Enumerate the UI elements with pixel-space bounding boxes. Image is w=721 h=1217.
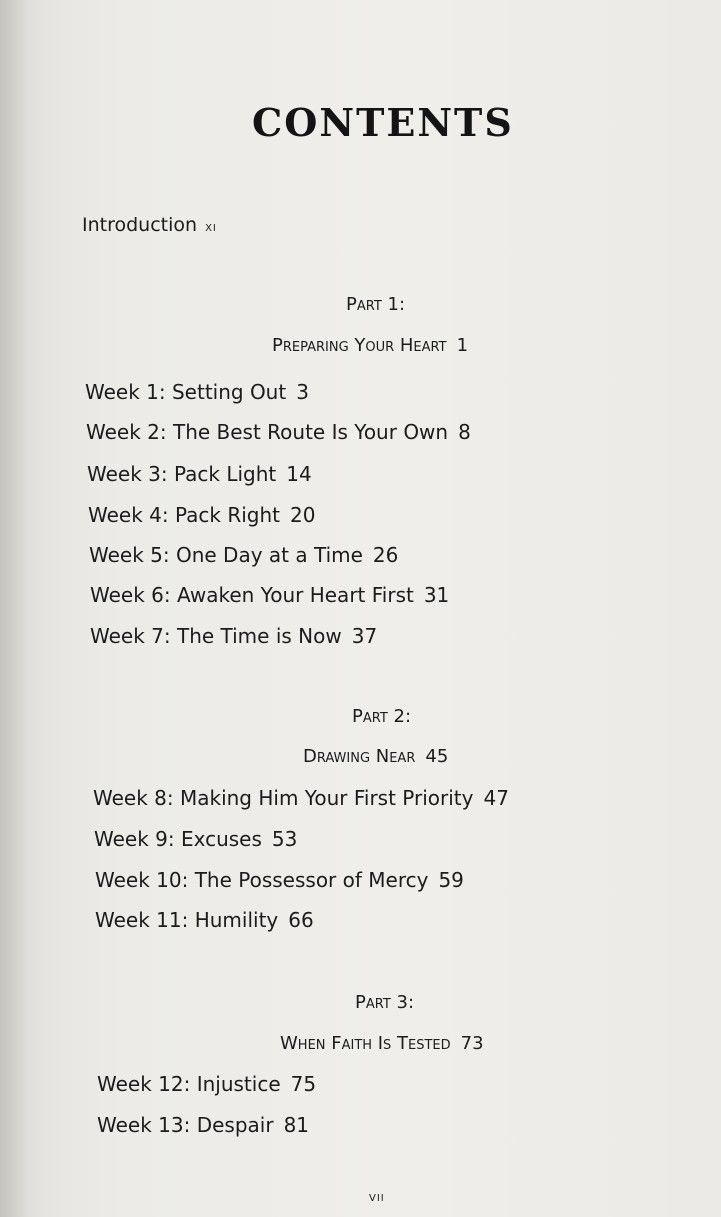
entry-label: Week 13: Despair xyxy=(97,1113,274,1137)
part-1-heading xyxy=(272,335,468,356)
toc-entry-week-9 xyxy=(94,827,297,851)
entry-label: Week 11: Humility xyxy=(95,908,279,932)
part-1-label: Part 1: xyxy=(346,294,406,315)
entry-page: 14 xyxy=(286,462,312,486)
introduction-label: Introduction xyxy=(82,214,198,236)
entry-page: 66 xyxy=(288,908,314,932)
entry-label: Week 3: Pack Light xyxy=(87,462,277,486)
part-1-page: 1 xyxy=(456,335,469,356)
entry-page: 37 xyxy=(351,624,378,648)
entry-page: 53 xyxy=(271,827,298,851)
toc-entry-week-6 xyxy=(90,583,449,607)
part-2-label: Part 2: xyxy=(352,706,412,727)
toc-entry-week-5 xyxy=(89,543,398,567)
entry-label: Week 2: The Best Route Is Your Own xyxy=(86,420,449,444)
entry-page: 20 xyxy=(290,503,316,527)
entry-label: Week 5: One Day at a Time xyxy=(89,543,363,567)
entry-page: 47 xyxy=(483,786,509,810)
toc-entry-week-12 xyxy=(97,1072,316,1096)
part-1-title: Preparing Your Heart xyxy=(272,335,447,356)
part-3-page: 73 xyxy=(460,1033,484,1054)
toc-introduction xyxy=(82,214,217,236)
entry-page: 26 xyxy=(372,543,399,567)
entry-page: 3 xyxy=(296,380,309,404)
entry-page: 59 xyxy=(438,868,464,892)
entry-page: 31 xyxy=(423,583,450,607)
page-number: vii xyxy=(369,1189,385,1205)
toc-entry-week-2 xyxy=(86,420,471,444)
entry-label: Week 6: Awaken Your Heart First xyxy=(90,583,414,607)
page-gutter-shadow xyxy=(0,0,55,1217)
entry-page: 8 xyxy=(458,420,471,444)
part-3-title: When Faith Is Tested xyxy=(280,1033,451,1054)
part-2-page: 45 xyxy=(425,746,449,767)
entry-label: Week 10: The Possessor of Mercy xyxy=(95,868,429,892)
entry-label: Week 8: Making Him Your First Priority xyxy=(93,786,474,810)
toc-entry-week-3 xyxy=(87,462,312,486)
entry-label: Week 4: Pack Right xyxy=(88,503,280,527)
entry-page: 75 xyxy=(290,1072,317,1096)
toc-entry-week-1 xyxy=(85,380,309,404)
toc-entry-week-7 xyxy=(90,624,377,648)
toc-entry-week-13 xyxy=(97,1113,309,1137)
introduction-page: xi xyxy=(205,219,217,235)
entry-label: Week 12: Injustice xyxy=(97,1072,281,1096)
entry-label: Week 1: Setting Out xyxy=(85,380,287,404)
part-3-heading xyxy=(280,1033,484,1054)
part-3-label: Part 3: xyxy=(355,992,415,1013)
entry-label: Week 9: Excuses xyxy=(94,827,262,851)
part-2-title: Drawing Near xyxy=(303,746,416,767)
toc-entry-week-10 xyxy=(95,868,464,892)
toc-entry-week-4 xyxy=(88,503,315,527)
part-2-heading xyxy=(303,746,448,767)
entry-page: 81 xyxy=(283,1113,310,1137)
toc-entry-week-8 xyxy=(93,786,509,810)
toc-entry-week-11 xyxy=(95,908,314,932)
entry-label: Week 7: The Time is Now xyxy=(90,624,342,648)
page-title: CONTENTS xyxy=(252,100,514,145)
